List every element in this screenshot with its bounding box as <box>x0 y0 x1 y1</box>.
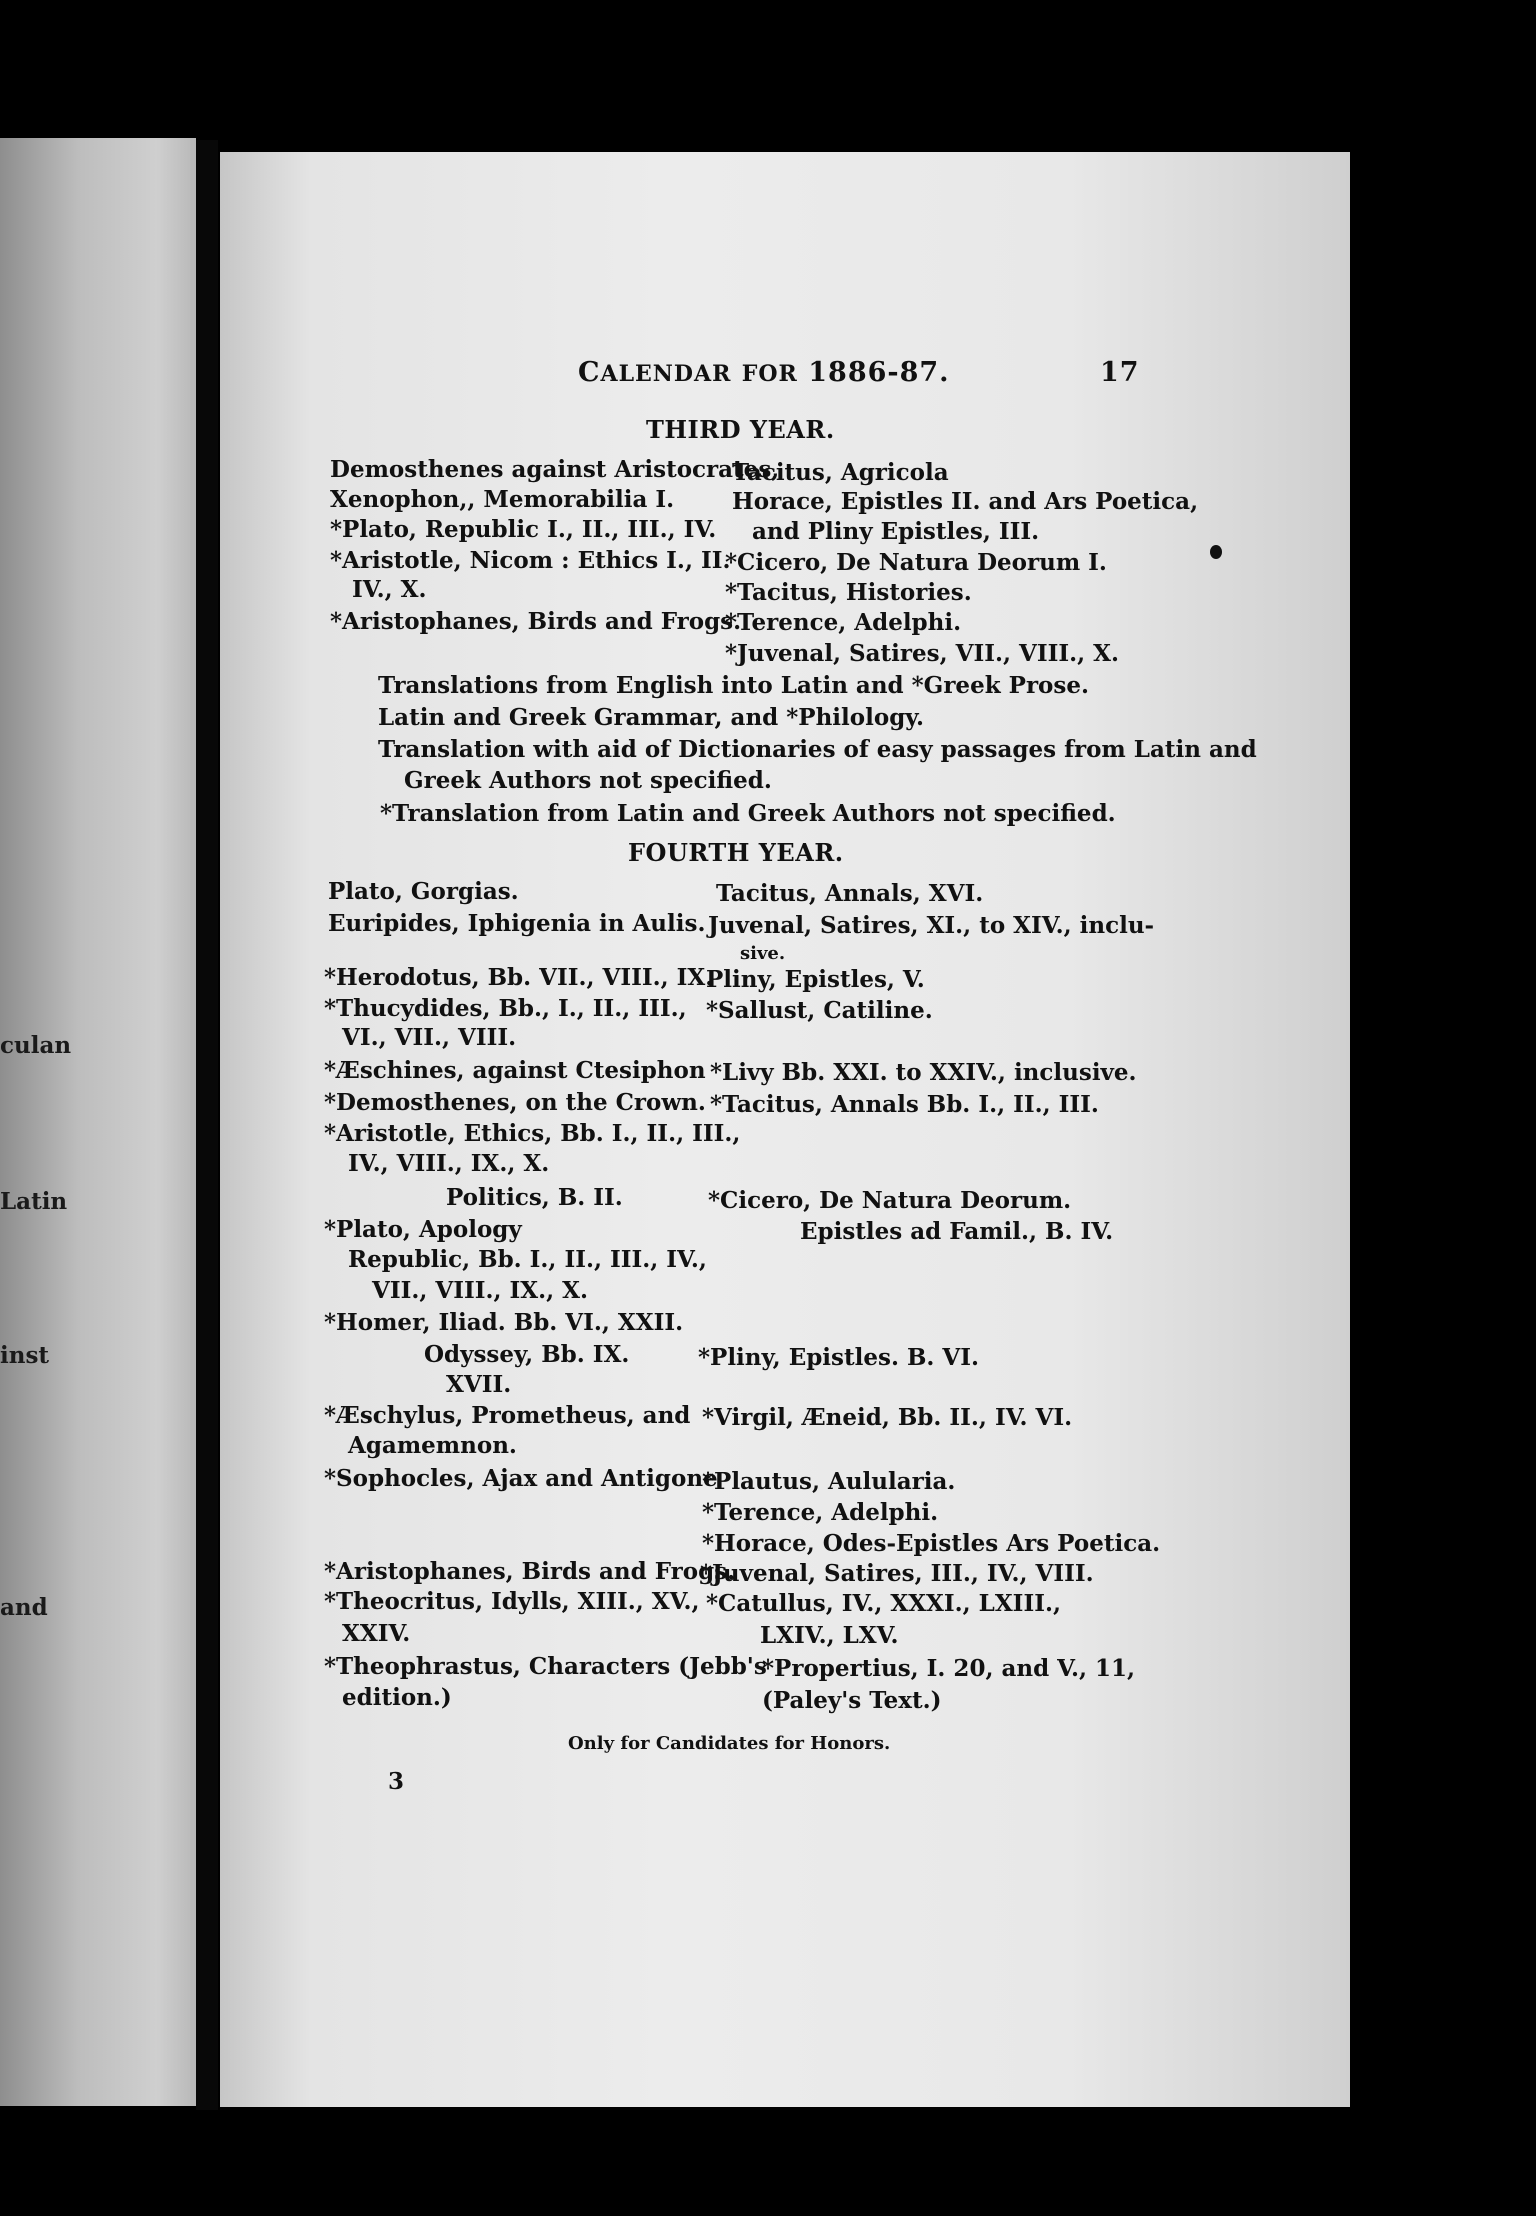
course-line: Translation with aid of Dictionaries of easy passages from Latin and <box>378 736 1257 763</box>
course-line: *Theocritus, Idylls, XIII., XV., <box>324 1588 700 1615</box>
course-line: *Juvenal, Satires, III., IV., VIII. <box>700 1560 1094 1587</box>
right-page <box>220 152 1350 2107</box>
course-line: *Pliny, Epistles. B. VI. <box>698 1344 980 1371</box>
ink-spot <box>1210 545 1222 559</box>
course-line: *Aristotle, Ethics, Bb. I., II., III., <box>324 1120 741 1147</box>
course-line: *Terence, Adelphi. <box>725 609 962 636</box>
course-line: (Paley's Text.) <box>762 1687 942 1714</box>
left-page <box>0 138 196 2106</box>
course-line: *Theophrastus, Characters (Jebb's <box>324 1653 767 1680</box>
header-title-word: FOR <box>741 361 798 387</box>
course-line: *Cicero, De Natura Deorum I. <box>725 549 1107 576</box>
course-line: Latin and Greek Grammar, and *Philology. <box>378 704 925 731</box>
book-gutter <box>196 140 218 2110</box>
running-header <box>578 359 950 386</box>
course-line: Odyssey, Bb. IX. <box>424 1341 630 1368</box>
honors-footnote: Only for Candidates for Honors. <box>568 1733 891 1754</box>
course-line: *Homer, Iliad. Bb. VI., XXII. <box>324 1309 684 1336</box>
left-page-fragment: Latin <box>0 1188 68 1215</box>
course-line: Demosthenes against Aristocrates, <box>330 456 780 483</box>
header-title-word: ALENDAR <box>600 361 732 387</box>
course-line: VI., VII., VIII. <box>342 1024 517 1051</box>
course-line: Euripides, Iphigenia in Aulis. <box>328 910 706 937</box>
signature-mark: 3 <box>388 1768 405 1795</box>
course-line: *Tacitus, Histories. <box>725 579 972 606</box>
course-line: Tacitus, Agricola <box>732 459 949 486</box>
course-line: LXIV., LXV. <box>760 1622 899 1649</box>
left-page-fragment: inst <box>0 1342 50 1369</box>
course-line: *Plato, Apology <box>324 1216 522 1243</box>
third-year-heading: THIRD YEAR. <box>646 415 835 444</box>
course-line: Translations from English into Latin and *Greek Prose. <box>378 672 1089 699</box>
header-title-initial: C <box>578 357 601 388</box>
course-line: *Aristophanes, Birds and Frogs. <box>324 1558 736 1585</box>
course-line: *Æschylus, Prometheus, and <box>324 1402 691 1429</box>
course-line: *Propertius, I. 20, and V., 11, <box>762 1655 1136 1682</box>
course-line: *Æschines, against Ctesiphon <box>324 1057 706 1084</box>
course-line: *Sophocles, Ajax and Antigone <box>324 1465 718 1492</box>
course-line: sive. <box>740 943 786 964</box>
course-line: Epistles ad Famil., B. IV. <box>800 1218 1114 1245</box>
course-line: *Catullus, IV., XXXI., LXIII., <box>706 1590 1061 1617</box>
course-line: Politics, B. II. <box>446 1184 623 1211</box>
course-line: XVII. <box>446 1371 512 1398</box>
course-line: *Horace, Odes-Epistles Ars Poetica. <box>702 1530 1161 1557</box>
left-page-fragment: and <box>0 1594 48 1621</box>
course-line: IV., X. <box>352 576 427 603</box>
course-line: and Pliny Epistles, III. <box>752 518 1040 545</box>
course-line: *Aristotle, Nicom : Ethics I., II. <box>330 547 731 574</box>
course-line: *Herodotus, Bb. VII., VIII., IX. <box>324 964 714 991</box>
course-line: VII., VIII., IX., X. <box>372 1277 589 1304</box>
course-line: Agamemnon. <box>348 1432 517 1459</box>
page-number: 17 <box>1100 357 1140 388</box>
course-line: *Plautus, Aulularia. <box>702 1468 956 1495</box>
course-line: IV., VIII., IX., X. <box>348 1150 550 1177</box>
course-line: Horace, Epistles II. and Ars Poetica, <box>732 488 1199 515</box>
course-line: *Plato, Republic I., II., III., IV. <box>330 516 717 543</box>
course-line: *Aristophanes, Birds and Frogs. <box>330 608 742 635</box>
course-line: *Virgil, Æneid, Bb. II., IV. VI. <box>702 1404 1073 1431</box>
course-line: *Tacitus, Annals Bb. I., II., III. <box>710 1091 1099 1118</box>
course-line: *Terence, Adelphi. <box>702 1499 939 1526</box>
left-page-fragment: culan <box>0 1032 72 1059</box>
course-line: Tacitus, Annals, XVI. <box>716 880 984 907</box>
fourth-year-heading: FOURTH YEAR. <box>628 838 844 867</box>
course-line: Plato, Gorgias. <box>328 878 519 905</box>
course-line: Pliny, Epistles, V. <box>706 966 925 993</box>
course-line: *Livy Bb. XXI. to XXIV., inclusive. <box>710 1059 1137 1086</box>
course-line: Xenophon,, Memorabilia I. <box>330 486 675 513</box>
course-line: edition.) <box>342 1684 452 1711</box>
course-line: Greek Authors not specified. <box>404 767 772 794</box>
course-line: *Demosthenes, on the Crown. <box>324 1089 706 1116</box>
course-line: *Translation from Latin and Greek Authors not specified. <box>380 800 1116 827</box>
course-line: *Juvenal, Satires, VII., VIII., X. <box>725 640 1119 667</box>
header-title-year: 1886-87. <box>808 357 950 388</box>
course-line: Republic, Bb. I., II., III., IV., <box>348 1246 707 1273</box>
course-line: Juvenal, Satires, XI., to XIV., inclu- <box>708 912 1155 939</box>
course-line: XXIV. <box>342 1620 411 1647</box>
course-line: *Cicero, De Natura Deorum. <box>708 1187 1072 1214</box>
course-line: *Sallust, Catiline. <box>706 997 933 1024</box>
course-line: *Thucydides, Bb., I., II., III., <box>324 995 687 1022</box>
